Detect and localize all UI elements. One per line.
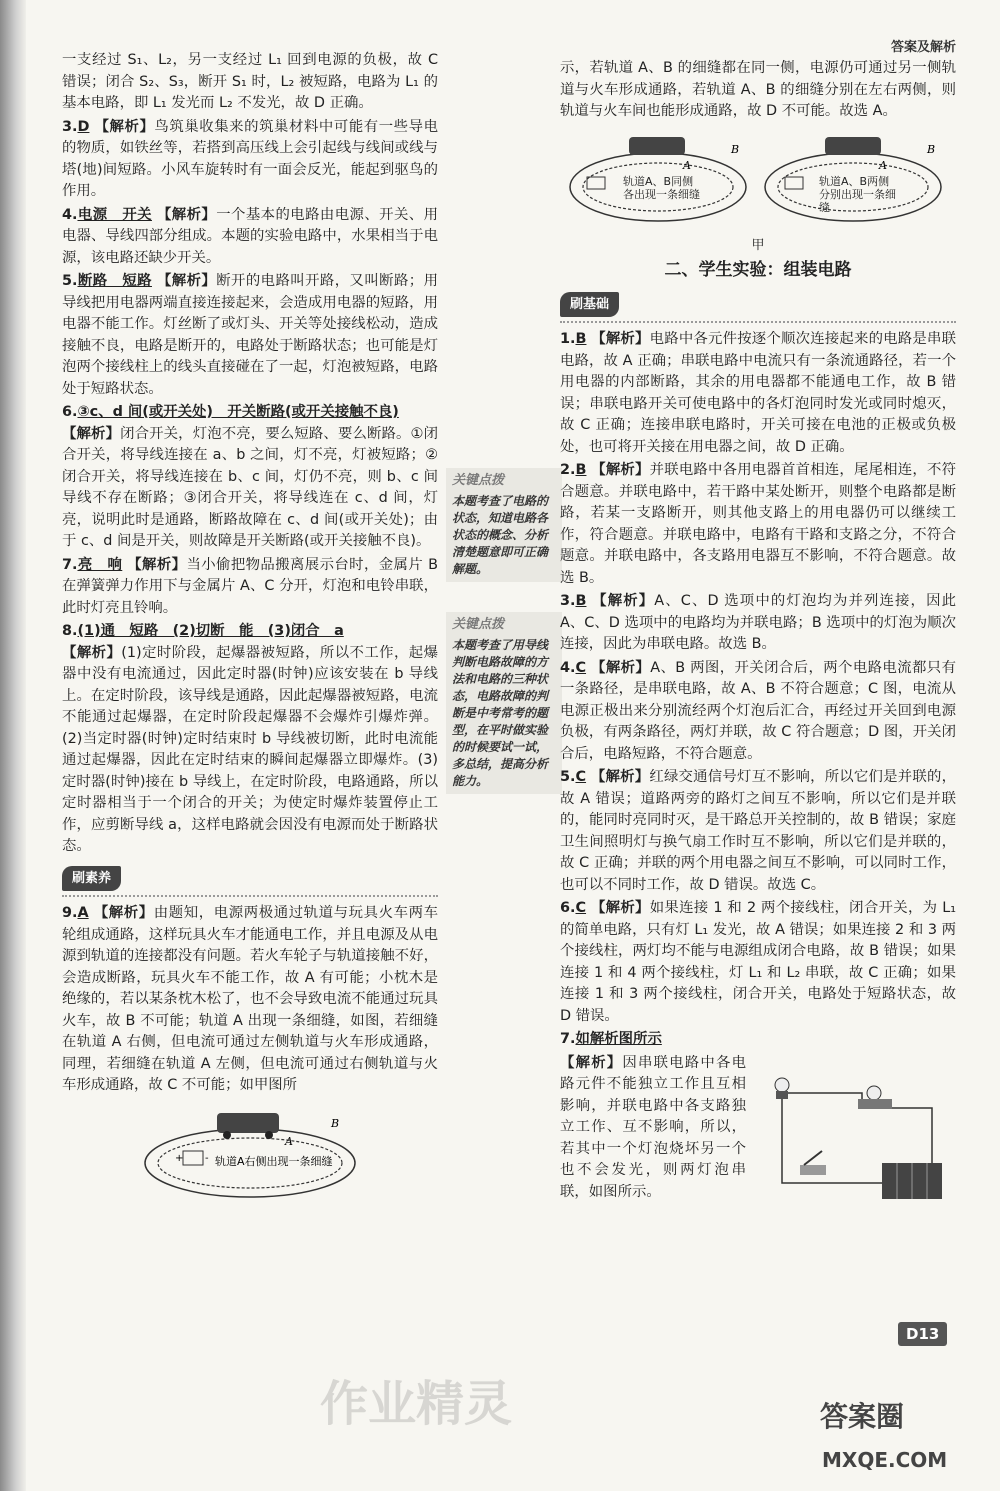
key-point-note-1: 关键点拨 本题考查了电路的状态，知道电路各状态的概念、分析清楚题意即可正确解题。 bbox=[446, 468, 562, 582]
answer: 电源 开关 bbox=[77, 206, 152, 223]
question-4: 4.电源 开关 【解析】一个基本的电路由电源、开关、用电器、导线四部分组成。本题的实验电路中，水果相当于电源，该电路还缺少开关。 bbox=[62, 206, 438, 266]
question-9: 9.A 【解析】由题知，电源两极通过轨道与玩具火车两车轮组成通路，这样玩具火车才能通电工作，并且电源及从电源到轨道的连接都没有问题。若火车轮子与轨道接触不好，会造成断路，玩具火车不能工作，故 A 有可能；小枕木是绝缘的，若以某条枕木松了，也不会导致电流不能通过玩具火车，故 B 不可能；轨道 A 出现一条细缝，如图，若细缝在轨道 A 右侧，但电流可通过左侧轨道与火车形成通路，同理，若细缝在轨道 A 左侧，但电流可通过右侧轨道与火车形成通路，故 C 不可能；如甲图所 bbox=[62, 905, 438, 1093]
running-header: 答案及解析 bbox=[890, 40, 956, 55]
figure-caption: 甲 bbox=[751, 237, 765, 253]
section-title: 二、学生实验：组装电路 bbox=[664, 260, 852, 280]
page-number: D13 bbox=[898, 1322, 947, 1346]
question-3: 3.D 【解析】鸟筑巢收集来的筑巢材料中可能有一些导电的物质，如铁丝等，若搭到高压线上会引起线与线间或线与塔(地)间短路。小风车旋转时有一面会反光，能起到驱鸟的作用。 bbox=[62, 118, 438, 199]
question-4: 4.C 【解析】A、B 两图，开关闭合后，两个电路电流都只有一条路径，是串联电路，故 A、B 不符合题意；C 图，电流从电源正极出来分别流经两个灯泡后汇合，再经过开关回到电源负极，有两条路径，两灯并联，故 C 符合题意；D 图，开关闭合后，电路短路，不符合题意。 bbox=[560, 659, 956, 762]
answer: D bbox=[77, 118, 90, 135]
question-3: 3.B 【解析】A、C、D 选项中的灯泡均为并列连接，因此 A、C、D 选项中的电路均为并联电路；B 选项中的灯泡为顺次连接，因此为串联电路。故选 B。 bbox=[560, 593, 956, 652]
answer: B bbox=[575, 593, 587, 609]
svg-text:B: B bbox=[731, 142, 740, 156]
question-6: 6.③c、d 间(或开关处) 开关断路(或开关接触不良) 【解析】闭合开关，灯泡不亮，要么短路、要么断路。①闭合开关，将导线连接在 a、b 之间，灯不亮，灯被短路；②闭合开关，将导线连接在 b、c 间，灯仍不亮，则 b、c 间导线不存在断路；③闭合开关，将导线连在 c、d 间，灯亮，说明此时是通路，断路故障在 c、d 间(或开关处)；由于 c、d 间是开关，则故障是开关断路(或开关接触不良)。 bbox=[62, 404, 438, 549]
question-2: 2.B 【解析】并联电路中各用电器首首相连，尾尾相连，不符合题意。并联电路中，若干路中某处断开，则整个电路都是断路，若某一支路断开，则其他支路上的用电器仍可以继续工作，符合题意。并联电路中，电路有干路和支路之分，不符合题意。并联电路中，各支路用电器互不影响，不符合题意。故选 B。 bbox=[560, 462, 956, 586]
answer: ③c、d 间(或开关处) 开关断路(或开关接触不良) bbox=[77, 404, 399, 420]
track-diagram-right-gap bbox=[135, 1103, 365, 1203]
watermark-logo: 答案圈 bbox=[820, 1400, 905, 1433]
section-badge: 刷基础 bbox=[560, 292, 619, 318]
section-badge: 刷素养 bbox=[62, 866, 121, 892]
track-diagrams-jia: B A 轨道A、B同侧各出现一条细缝 B A 轨道A、B两侧分别出现一条细缝 bbox=[563, 129, 953, 229]
answer: B bbox=[575, 331, 587, 347]
toy-train-icon bbox=[217, 1113, 279, 1133]
answer: B bbox=[575, 462, 587, 478]
paragraph-continued: 一支经过 S₁、L₂，另一支经过 L₁ 回到电源的负极，故 C 错误；闭合 S₂、S₃，断开 S₁ 时，L₂ 被短路，电路为 L₁ 的基本电路，即 L₁ 发光而 L₂ 不发光，故 D 正确。 bbox=[62, 52, 438, 111]
question-1: 1.B 【解析】电路中各元件按逐个顺次连接起来的电路是串联电路，故 A 正确；串联电路中电流只有一条流通路径，若一个用电器的内部断路，其余的用电器都不能通电工作，故 B 错误；串联电路开关可使电路中的各灯泡同时发光或同时熄灭，故 C 正确；连接串联电路时，开关可接在电池的正极或负极处，也可将开关接在用电器之间，故 D 正确。 bbox=[560, 331, 956, 455]
answer: 如解析图所示 bbox=[575, 1031, 662, 1047]
bulb-icon bbox=[867, 1086, 881, 1100]
question-7-body: 【解析】因串联电路中各电路元件不能独立工作且互相影响，并联电路中各支路独立工作、互不影响，所以，若其中一个灯泡烧坏另一个也不会发光，则两灯泡串联，如图所示。 bbox=[560, 1053, 956, 1206]
svg-text:A: A bbox=[879, 158, 887, 172]
toy-train-icon bbox=[825, 137, 881, 155]
svg-text:-: - bbox=[205, 1152, 209, 1164]
left-column bbox=[62, 50, 438, 1209]
bulb-icon bbox=[775, 1078, 789, 1092]
answer: A bbox=[77, 905, 89, 921]
right-column bbox=[560, 58, 956, 1205]
svg-text:A: A bbox=[285, 1134, 293, 1148]
answer: 断路 短路 bbox=[77, 273, 152, 289]
section-badge-row bbox=[62, 862, 438, 898]
watermark: 作业精灵 bbox=[320, 1376, 513, 1432]
question-6: 6.C 【解析】如果连接 1 和 2 两个接线柱，闭合开关，为 L₁ 的简单电路，只有灯 L₁ 发光，故 A 错误；如果连接 2 和 3 两个接线柱，两灯均不能与电源组成闭合电路，故 B 错误；如果连接 1 和 4 两个接线柱，灯 L₁ 和 L₂ 串联，故 C 正确；如果连接 1 和 3 两个接线柱，闭合开关，电路处于短路状态，故 D 错误。 bbox=[560, 900, 956, 1024]
switch-icon bbox=[800, 1165, 826, 1175]
question-5: 5.断路 短路 【解析】断开的电路叫开路，又叫断路；用导线把用电器两端直接连接起来，会造成用电器的短路，用电器不能工作。灯丝断了或灯头、开关等处接线松动，造成接触不良，电路是断开的，电路处于断路状态；也可能是灯泡两个接线柱上的线头直接碰在了一起，灯泡被短路，电路处于短路状态。 bbox=[62, 273, 438, 397]
question-7: 7.亮 响 【解析】当小偷把物品搬离展示台时，金属片 B 在弹簧弹力作用下与金属片 A、C 分开，灯泡和电铃串联，此时灯亮且铃响。 bbox=[62, 556, 438, 616]
answer: C bbox=[575, 659, 587, 676]
svg-text:+: + bbox=[175, 1152, 184, 1164]
question-8: 8.(1)通 短路 (2)切断 能 (3)闭合 a 【解析】(1)定时阶段，起爆器被短路，所以不工作，起爆器中没有电流通过，因此定时器(时钟)应该安装在 b 导线上。在定时阶段，该导线是通路，因此起爆器被短路，电流不能通过起爆器，在定时阶段起爆器不会爆炸引爆炸弹。(2)当定时器(时钟)定时结束时 b 导线被切断，此时电流能通过起爆器，因此在定时结束的瞬间起爆器立即爆炸。(3)定时器(时钟)接在 b 导线上，在定时阶段，电路通路，所以定时器相当于一个闭合的开关；为使定时爆炸装置停止工作，应剪断导线 a，这样电路就会因没有电源而处于断路状态。 bbox=[62, 623, 438, 854]
svg-text:B: B bbox=[331, 1116, 340, 1130]
answer: C bbox=[575, 900, 587, 916]
svg-text:B: B bbox=[927, 142, 936, 156]
key-point-note-2: 关键点拨 本题考查了用导线判断电路故障的方法和电路的三种状态，电路故障的判断是中考常考的题型，在平时做实验的时候要试一试，多总结，提高分析能力。 bbox=[446, 612, 562, 794]
question-5: 5.C 【解析】红绿交通信号灯互不影响，所以它们是并联的，故 A 错误；道路两旁的路灯之间互不影响，所以它们是并联的，能同时亮同时灭，是干路总开关控制的，故 B 错误；家庭卫生间照明灯与换气扇工作时互不影响，所以它们是并联的，故 C 正确；并联的两个用电器之间互不影响，可以同时工作，也可以不同时工作，故 D 错误。故选 C。 bbox=[560, 769, 956, 893]
svg-text:轨道A右侧出现一条细缝: 轨道A右侧出现一条细缝 bbox=[215, 1154, 333, 1168]
answer: (1)通 短路 (2)切断 能 (3)闭合 a bbox=[77, 623, 344, 639]
section-badge-row bbox=[560, 288, 956, 324]
watermark-url: MXQE.COM bbox=[822, 1448, 948, 1472]
answer: C bbox=[575, 769, 587, 785]
paragraph-continued: 示，若轨道 A、B 的细缝都在同一侧，电源仍可通过另一侧轨道与火车形成通路，若轨道 A、B 的细缝分别在左右两侧，则轨道与火车间也能形成通路，故 D 不可能。故选 A。 bbox=[560, 60, 956, 119]
question-7: 7.如解析图所示 bbox=[560, 1031, 662, 1047]
toy-train-icon bbox=[629, 137, 685, 155]
book-spine-shadow bbox=[0, 0, 26, 1491]
svg-text:A: A bbox=[683, 158, 691, 172]
answer: 亮 响 bbox=[77, 556, 123, 573]
series-circuit-diagram bbox=[752, 1053, 952, 1203]
